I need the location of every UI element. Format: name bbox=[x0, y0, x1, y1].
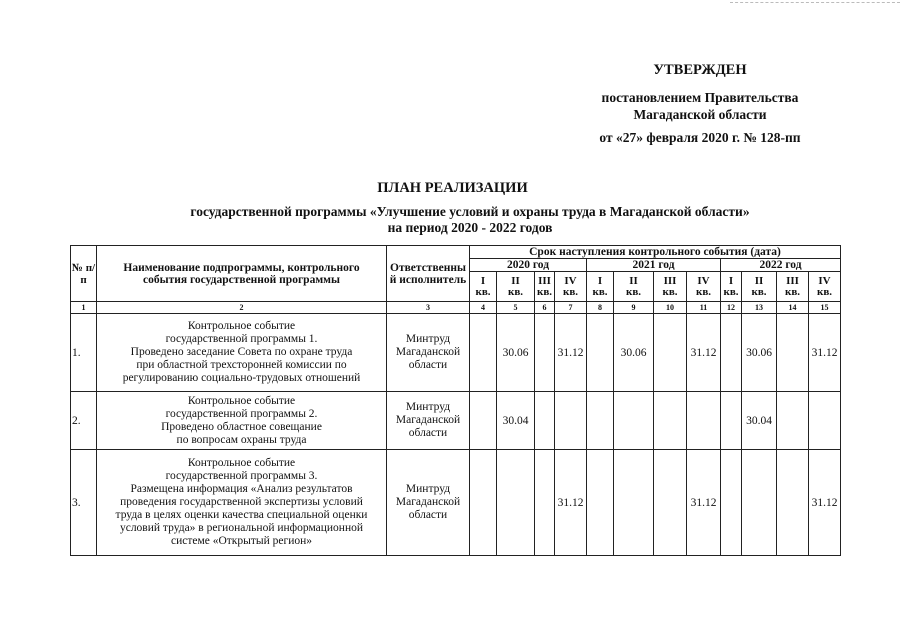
deadline-date-cell bbox=[654, 392, 687, 450]
quarter-abbr: кв. bbox=[723, 285, 739, 298]
event-line: регулированию социально-трудовых отношений bbox=[122, 372, 361, 384]
deadline-date-cell bbox=[497, 450, 535, 556]
event-line: по вопросам охраны труда bbox=[176, 433, 307, 446]
column-number: 14 bbox=[777, 302, 809, 314]
executor bbox=[387, 392, 470, 450]
deadline-date-cell bbox=[535, 450, 555, 556]
row-number: 2. bbox=[71, 392, 97, 450]
event-line: условий труда» в региональной информационной bbox=[119, 522, 364, 534]
event-line: государственной программы 3. bbox=[165, 470, 318, 482]
deadline-date-cell bbox=[809, 392, 841, 450]
column-number: 8 bbox=[587, 302, 614, 314]
quarter-header bbox=[555, 272, 587, 302]
table-body bbox=[71, 314, 841, 556]
quarter-roman: IV bbox=[697, 274, 710, 287]
deadline-date-cell bbox=[587, 450, 614, 556]
quarter-roman: II bbox=[511, 274, 520, 287]
column-number: 12 bbox=[721, 302, 742, 314]
column-number: 9 bbox=[614, 302, 654, 314]
deadline-date-cell bbox=[654, 314, 687, 392]
event-line: государственной программы 2. bbox=[165, 407, 318, 420]
deadline-date-cell bbox=[777, 314, 809, 392]
event-line: Контрольное событие bbox=[187, 320, 296, 332]
event-line: Проведено областное совещание bbox=[161, 420, 322, 433]
quarter-abbr: кв. bbox=[816, 285, 833, 298]
column-number: 13 bbox=[742, 302, 777, 314]
quarter-roman: I bbox=[728, 274, 734, 287]
quarter-header bbox=[614, 272, 654, 302]
quarter-roman: II bbox=[754, 274, 764, 287]
deadline-date-cell: 31.12 bbox=[555, 314, 587, 392]
event-line: Размещена информация «Анализ результатов bbox=[130, 483, 353, 495]
column-number: 6 bbox=[535, 302, 555, 314]
event-line: Проведено заседание Совета по охране труда bbox=[130, 346, 353, 358]
deadline-date-cell: 31.12 bbox=[809, 450, 841, 556]
deadline-date-cell: 30.06 bbox=[742, 314, 777, 392]
header-name: Наименование подпрограммы, контрольного события государственной программы bbox=[97, 246, 387, 302]
quarter-header bbox=[497, 272, 535, 302]
quarter-abbr: кв. bbox=[507, 285, 524, 298]
column-number: 2 bbox=[97, 302, 387, 314]
event-line: Контрольное событие bbox=[187, 394, 296, 407]
quarter-abbr: кв. bbox=[475, 285, 491, 298]
subtitle-line-1: государственной программы «Улучшение условий и охраны труда в Магаданской области» bbox=[190, 204, 750, 219]
quarter-roman: IV bbox=[818, 274, 831, 287]
quarter-header bbox=[777, 272, 809, 302]
deadline-date-cell: 31.12 bbox=[555, 450, 587, 556]
header-deadline: Срок наступления контрольного события (дата) bbox=[470, 246, 841, 259]
deadline-date-cell: 30.06 bbox=[614, 314, 654, 392]
quarter-roman: I bbox=[597, 274, 603, 287]
deadline-date-cell bbox=[742, 450, 777, 556]
quarter-roman: II bbox=[629, 274, 638, 287]
deadline-date-cell: 30.04 bbox=[742, 392, 777, 450]
table-row bbox=[71, 392, 841, 450]
deadline-date-cell bbox=[654, 450, 687, 556]
quarter-roman: IV bbox=[564, 274, 577, 287]
event-line: при областной трехсторонней комиссии по bbox=[136, 359, 347, 371]
event-description bbox=[97, 392, 387, 450]
deadline-date-cell bbox=[721, 450, 742, 556]
header-executor bbox=[387, 246, 470, 302]
quarter-abbr: кв. bbox=[562, 285, 579, 298]
deadline-date-cell bbox=[470, 450, 497, 556]
quarter-header bbox=[470, 272, 497, 302]
event-description bbox=[97, 450, 387, 556]
column-number: 10 bbox=[654, 302, 687, 314]
executor-line: Минтруд bbox=[405, 483, 451, 495]
quarter-header bbox=[535, 272, 555, 302]
quarter-abbr: кв. bbox=[695, 285, 712, 298]
header-year-2022: 2022 год bbox=[721, 259, 841, 272]
quarter-header bbox=[654, 272, 687, 302]
column-number: 5 bbox=[497, 302, 535, 314]
approval-line-1: постановлением Правительства bbox=[601, 90, 799, 105]
deadline-date-cell bbox=[687, 392, 721, 450]
approval-line-2: Магаданской области bbox=[633, 107, 767, 122]
quarter-roman: III bbox=[663, 274, 677, 287]
deadline-date-cell bbox=[555, 392, 587, 450]
deadline-date-cell: 30.04 bbox=[497, 392, 535, 450]
deadline-date-cell: 31.12 bbox=[687, 450, 721, 556]
column-number: 4 bbox=[470, 302, 497, 314]
deadline-date-cell bbox=[614, 392, 654, 450]
deadline-date-cell bbox=[777, 450, 809, 556]
quarter-abbr: кв. bbox=[536, 285, 553, 298]
column-number: 11 bbox=[687, 302, 721, 314]
column-number: 15 bbox=[809, 302, 841, 314]
event-line: государственной программы 1. bbox=[165, 333, 318, 345]
header-executor-line-2: й исполнитель bbox=[389, 273, 467, 286]
document-subtitle bbox=[100, 204, 840, 236]
column-number-row bbox=[71, 302, 841, 314]
executor-line: Минтруд bbox=[405, 401, 451, 413]
executor-line: области bbox=[408, 359, 448, 371]
quarter-header bbox=[687, 272, 721, 302]
quarter-abbr: кв. bbox=[662, 285, 678, 298]
header-year-2020: 2020 год bbox=[470, 259, 587, 272]
deadline-date-cell bbox=[535, 392, 555, 450]
scan-artifact-line bbox=[730, 2, 900, 3]
quarter-header bbox=[742, 272, 777, 302]
quarter-header bbox=[587, 272, 614, 302]
document-title: ПЛАН РЕАЛИЗАЦИИ bbox=[377, 180, 528, 196]
approval-date: от «27» февраля 2020 г. № 128-пп bbox=[599, 130, 801, 145]
deadline-date-cell bbox=[470, 314, 497, 392]
quarter-header bbox=[809, 272, 841, 302]
column-number: 7 bbox=[555, 302, 587, 314]
event-line: системе «Открытый регион» bbox=[170, 535, 313, 547]
deadline-date-cell bbox=[535, 314, 555, 392]
executor bbox=[387, 314, 470, 392]
quarter-abbr: кв. bbox=[784, 285, 801, 298]
deadline-date-cell bbox=[470, 392, 497, 450]
deadline-date-cell bbox=[777, 392, 809, 450]
deadline-date-cell bbox=[721, 314, 742, 392]
column-number: 1 bbox=[71, 302, 97, 314]
quarter-abbr: кв. bbox=[751, 285, 767, 298]
plan-table bbox=[70, 245, 841, 556]
executor bbox=[387, 450, 470, 556]
deadline-date-cell bbox=[587, 392, 614, 450]
column-number: 3 bbox=[387, 302, 470, 314]
event-line: труда в целях оценки качества специальной оценки bbox=[115, 509, 368, 521]
subtitle-line-2: на период 2020 - 2022 годов bbox=[387, 220, 553, 235]
executor-line: Минтруд bbox=[405, 333, 451, 345]
quarter-roman: III bbox=[538, 274, 551, 287]
quarter-abbr: кв. bbox=[625, 285, 642, 298]
deadline-date-cell: 31.12 bbox=[687, 314, 721, 392]
executor-line: Магаданской bbox=[395, 496, 461, 508]
event-description bbox=[97, 314, 387, 392]
table-row bbox=[71, 314, 841, 392]
executor-line: области bbox=[408, 509, 448, 521]
deadline-date-cell bbox=[587, 314, 614, 392]
quarter-roman: III bbox=[786, 274, 799, 287]
event-line: Контрольное событие bbox=[187, 457, 296, 469]
quarter-header bbox=[721, 272, 742, 302]
deadline-date-cell: 30.06 bbox=[497, 314, 535, 392]
deadline-date-cell bbox=[721, 392, 742, 450]
approval-heading: УТВЕРЖДЕН bbox=[653, 62, 747, 78]
executor-line: области bbox=[408, 427, 448, 439]
executor-line: Магаданской bbox=[395, 346, 461, 358]
table-row bbox=[71, 450, 841, 556]
quarter-abbr: кв. bbox=[592, 285, 608, 298]
header-number: № п/п bbox=[71, 246, 97, 302]
header-year-2021: 2021 год bbox=[587, 259, 721, 272]
quarter-roman: I bbox=[480, 274, 486, 287]
row-number: 1. bbox=[71, 314, 97, 392]
deadline-date-cell bbox=[614, 450, 654, 556]
row-number: 3. bbox=[71, 450, 97, 556]
event-line: проведения государственной экспертизы условий bbox=[120, 496, 363, 508]
header-executor-line-1: Ответственны bbox=[390, 261, 466, 274]
executor-line: Магаданской bbox=[395, 414, 461, 426]
approval-stamp bbox=[580, 62, 820, 146]
deadline-date-cell: 31.12 bbox=[809, 314, 841, 392]
